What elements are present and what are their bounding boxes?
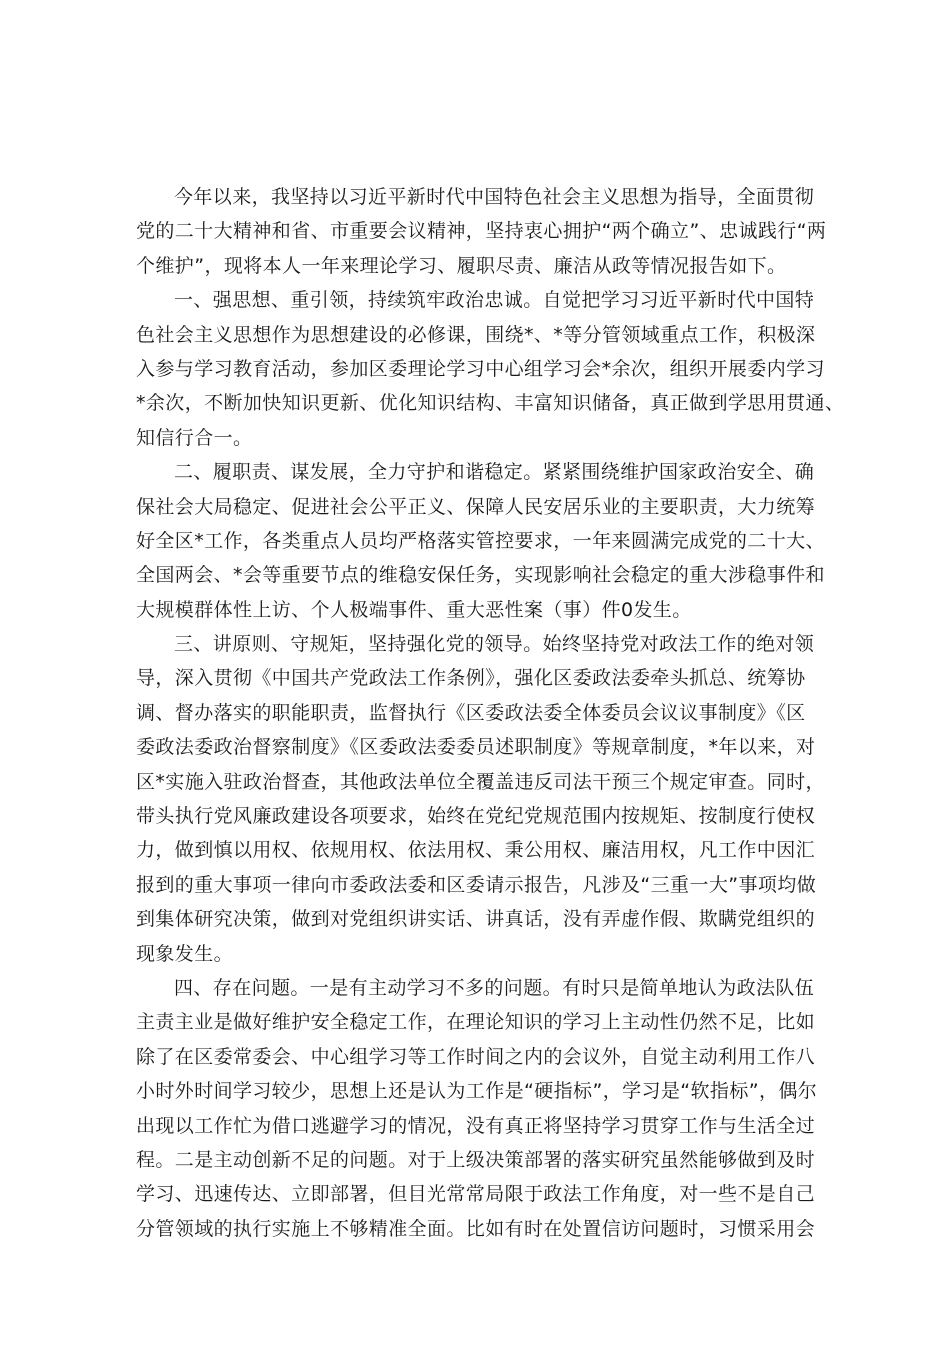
text-line: 到集体研究决策，做到对党组织讲实话、讲真话，没有弄虚作假、欺瞒党组织的 [136,908,816,931]
document-body [136,180,845,1246]
text-line: 导，深入贯彻《中国共产党政法工作条例》，强化区委政法委牵头抓总、统筹协 [136,667,806,690]
text-line: 学习、迅速传达、立即部署，但目光常常局限于政法工作角度，对一些不是自己 [136,1183,816,1206]
text-line: 带头执行党风廉政建设各项要求，始终在党纪党规范围内按规矩、按制度行使权 [136,805,816,828]
text-line: 区*实施入驻政治督查，其他政法单位全覆盖违反司法干预三个规定审查。同时， [136,770,825,793]
text-line: 入参与学习教育活动，参加区委理论学习中心组学习会*余次，组织开展委内学习 [136,357,825,380]
text-line: 大规模群体性上访、个人极端事件、重大恶性案（事）件0发生。 [136,598,692,621]
text-line: 知信行合一。 [136,426,253,449]
text-line: 分管领域的执行实施上不够精准全面。比如有时在处置信访问题时，习惯采用会 [136,1217,816,1240]
text-line: 程。二是主动创新不足的问题。对于上级决策部署的落实研究虽然能够做到及时 [136,1148,816,1171]
text-line: 力，做到慎以用权、依规用权、依法用权、秉公用权、廉洁用权，凡工作中因汇 [136,839,816,862]
text-line: 个维护”，现将本人一年来理论学习、履职尽责、廉洁从政等情况报告如下。 [136,254,787,277]
paragraph-first-line: 三、讲原则、守规矩，坚持强化党的领导。始终坚持党对政法工作的绝对领 [174,633,815,656]
text-line: 报到的重大事项一律向市委政法委和区委请示报告，凡涉及“三重一大”事项均做 [136,873,817,896]
text-line: 色社会主义思想作为思想建设的必修课，围绕*、*等分管领域重点工作，积极深 [136,323,816,346]
text-line: 小时外时间学习较少，思想上还是认为工作是“硬指标”，学习是“软指标”，偶尔 [136,1080,818,1103]
text-line: 好全区*工作，各类重点人员均严格落实管控要求，一年来圆满完成党的二十大、 [136,529,825,552]
text-line: *余次，不断加快知识更新、优化知识结构、丰富知识储备，真正做到学思用贯通、 [136,392,845,415]
text-line: 出现以工作忙为借口逃避学习的情况，没有真正将坚持学习贯穿工作与生活全过 [136,1114,816,1137]
paragraph-first-line: 今年以来，我坚持以习近平新时代中国特色社会主义思想为指导，全面贯彻 [174,186,815,208]
text-line: 全国两会、*会等重要节点的维稳安保任务，实现影响社会稳定的重大涉稳事件和 [136,564,825,587]
text-line: 调、督办落实的职能职责，监督执行《区委政法委全体委员会议议事制度》《区 [136,701,806,724]
paragraph-first-line: 四、存在问题。一是有主动学习不多的问题。有时只是简单地认为政法队伍 [174,976,815,999]
paragraph-first-line: 一、强思想、重引领，持续筑牢政治忠诚。自觉把学习习近平新时代中国特 [174,289,815,312]
text-line: 委政法委政治督察制度》《区委政法委委员述职制度》等规章制度，*年以来，对 [136,736,816,759]
paragraph-first-line: 二、履职责、谋发展，全力守护和谐稳定。紧紧围绕维护国家政治安全、确 [174,461,815,484]
text-line: 党的二十大精神和省、市重要会议精神，坚持衷心拥护“两个确立”、忠诚践行“两 [136,220,827,243]
text-line: 现象发生。 [136,942,234,965]
text-line: 保社会大局稳定、促进社会公平正义、保障人民安居乐业的主要职责，大力统筹 [136,495,816,518]
text-line: 除了在区委常委会、中心组学习等工作时间之内的会议外，自觉主动利用工作八 [136,1045,816,1068]
text-line: 主责主业是做好维护安全稳定工作，在理论知识的学习上主动性仍然不足，比如 [136,1011,816,1034]
